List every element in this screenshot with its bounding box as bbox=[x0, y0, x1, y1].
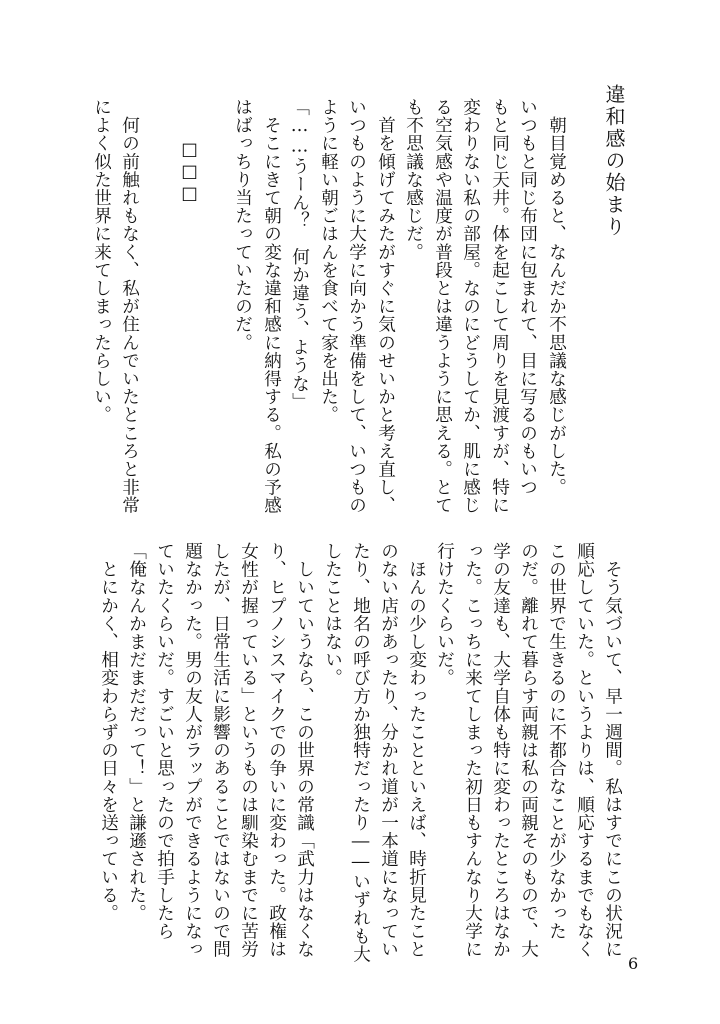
text-line: ほんの少し変わったことといえば、時折見たこと bbox=[406, 542, 427, 959]
text-line: いつものように大学に向かう準備をして、いつもの bbox=[346, 98, 367, 515]
text-line: 変わりない私の部屋。なのにどうしてか、肌に感じ bbox=[460, 98, 481, 515]
text-line: 首を傾げてみたがすぐに気のせいかと考え直し、 bbox=[375, 98, 396, 515]
scene-divider: □□□ bbox=[179, 140, 200, 206]
text-line: したことはない。 bbox=[322, 542, 343, 687]
text-line: 女性が握っている」というものは馴染むまでに苦労 bbox=[238, 542, 259, 959]
text-line: 題なかった。男の友人がラップができるようになっ bbox=[182, 542, 203, 959]
text-line: 朝目覚めると、なんだか不思議な感じがした。 bbox=[546, 98, 567, 497]
text-line: ていたくらいだ。すごいと思ったので拍手したら bbox=[154, 542, 175, 941]
text-line: したが、日常生活に影響のあることではないので問 bbox=[210, 542, 231, 959]
text-line: のだ。離れて暮らす両親は私の両親そのもので、大 bbox=[518, 542, 539, 959]
text-line: る空気感や温度が普段とは違うように思える。とて bbox=[432, 98, 453, 515]
text-line: たり、地名の呼び方か独特だったり――いずれも大 bbox=[350, 542, 371, 964]
text-line: 学の友達も、大学自体も特に変わったところはなか bbox=[490, 542, 511, 959]
text-line: ように軽い朝ごはんを食べて家を出た。 bbox=[318, 98, 339, 424]
text-line: のない店があったり、分かれ道が一本道になってい bbox=[378, 542, 399, 959]
text-line: り、ヒプノシスマイクでの争いに変わった。政権は bbox=[266, 542, 287, 959]
text-line: いつもと同じ布団に包まれて、目に写るのもいつ bbox=[517, 98, 538, 497]
text-line: そこにきて朝の変な違和感に納得する。私の予感 bbox=[261, 98, 282, 515]
text-line: 順応していた。というよりは、順応するまでもなく bbox=[574, 542, 595, 959]
text-line: 「……うーん？ 何か違う、ような」 bbox=[289, 98, 310, 411]
text-line: そう気づいて、早一週間。私はすでにこの状況に bbox=[602, 542, 623, 959]
text-line: 何の前触れもなく、私が住んでいたところと非常 bbox=[119, 98, 140, 515]
text-line: によく似た世界に来てしまったらしい。 bbox=[91, 98, 112, 424]
text-line: この世界で生きるのに不都合なことが少なかった bbox=[546, 542, 567, 941]
page-number: 6 bbox=[628, 954, 639, 973]
text-line: った。こっちに来てしまった初日もすんなり大学に bbox=[462, 542, 483, 959]
text-line: も不思議な感じだ。 bbox=[403, 98, 424, 261]
text-line: とにかく、相変わらずの日々を送っている。 bbox=[98, 542, 119, 923]
text-line: もと同じ天井。体を起こして周りを見渡すが、特に bbox=[489, 98, 510, 515]
text-line: はばっちり当たっていたのだ。 bbox=[232, 98, 253, 352]
text-line: 「俺なんかまだまだだって！」と謙遜された。 bbox=[126, 542, 147, 923]
text-line: しいていうなら、この世界の常識「武力はなくな bbox=[294, 542, 315, 959]
chapter-title: 違和感の始まり bbox=[602, 84, 626, 238]
text-line: 行けたくらいだ。 bbox=[434, 542, 455, 687]
